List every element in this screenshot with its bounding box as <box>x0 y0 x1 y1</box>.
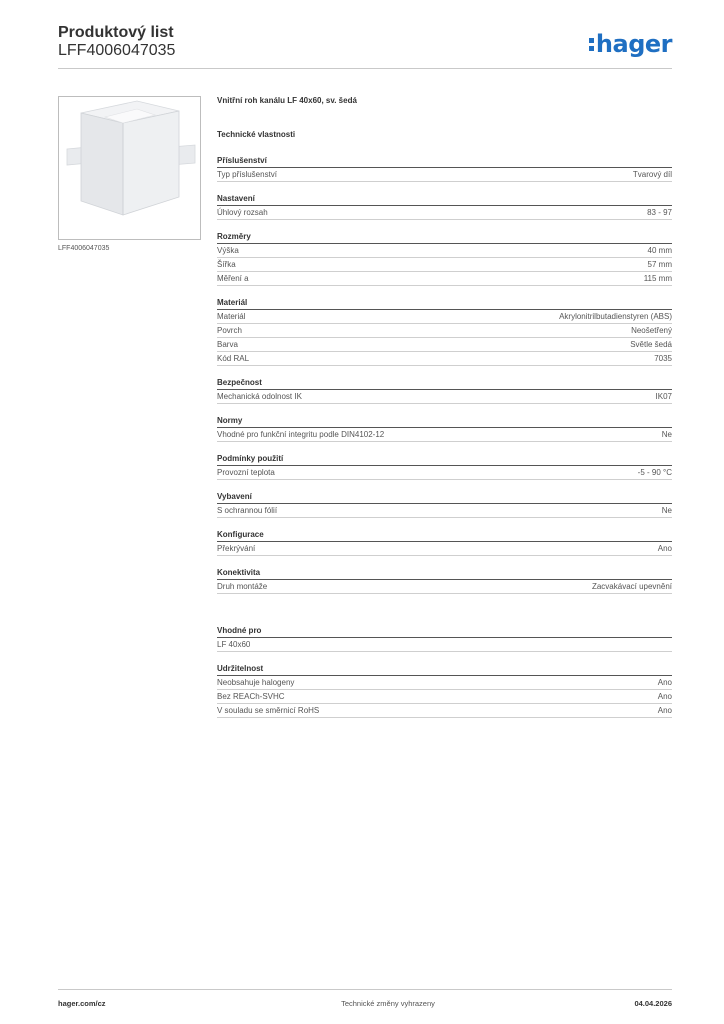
property-row <box>217 390 672 404</box>
property-section <box>217 155 672 182</box>
property-value: 7035 <box>654 354 672 363</box>
property-row <box>217 504 672 518</box>
property-row <box>217 168 672 182</box>
property-label: LF 40x60 <box>217 640 251 649</box>
property-row <box>217 324 672 338</box>
property-row <box>217 258 672 272</box>
property-section <box>217 297 672 366</box>
property-row <box>217 272 672 286</box>
property-section <box>217 529 672 556</box>
property-value: -5 - 90 °C <box>637 468 672 477</box>
property-row <box>217 542 672 556</box>
property-row <box>217 690 672 704</box>
property-value: Zacvakávací upevnění <box>591 582 672 591</box>
section-title: Rozměry <box>217 231 672 244</box>
section-title: Normy <box>217 415 672 428</box>
property-value: Ano <box>657 678 672 687</box>
product-image <box>58 96 201 240</box>
document-date: 04.04.2026 <box>634 999 672 1008</box>
property-row <box>217 428 672 442</box>
property-value: Ne <box>661 430 672 439</box>
property-label: V souladu se směrnicí RoHS <box>217 706 320 715</box>
property-value: 57 mm <box>647 260 672 269</box>
property-value: Ano <box>657 544 672 553</box>
property-label: Neobsahuje halogeny <box>217 678 295 687</box>
property-label: Úhlový rozsah <box>217 208 268 217</box>
section-title: Podmínky použití <box>217 453 672 466</box>
property-label: Mechanická odolnost IK <box>217 392 302 401</box>
footer-divider <box>58 989 672 990</box>
property-value: Ano <box>657 706 672 715</box>
property-value: 40 mm <box>647 246 672 255</box>
property-section <box>217 193 672 220</box>
property-section <box>217 491 672 518</box>
website-link[interactable]: hager.com/cz <box>58 999 106 1008</box>
property-section <box>217 415 672 442</box>
logo-text: hager <box>595 30 672 58</box>
property-label: Výška <box>217 246 239 255</box>
property-label: Šířka <box>217 260 236 269</box>
property-row <box>217 704 672 718</box>
property-row <box>217 338 672 352</box>
section-title: Vybavení <box>217 491 672 504</box>
property-label: Typ příslušenství <box>217 170 278 179</box>
section-title: Konfigurace <box>217 529 672 542</box>
property-value: Ano <box>657 692 672 701</box>
product-details <box>217 96 672 729</box>
property-section <box>217 663 672 718</box>
product-name: Vnitřní roh kanálu LF 40x60, sv. šedá <box>217 96 357 105</box>
property-section <box>217 377 672 404</box>
property-value: Tvarový díl <box>632 170 672 179</box>
property-section <box>217 567 672 594</box>
section-title: Bezpečnost <box>217 377 672 390</box>
product-code: LFF4006047035 <box>58 42 176 59</box>
property-row <box>217 638 672 652</box>
property-value: Akrylonitrilbutadienstyren (ABS) <box>559 312 672 321</box>
property-label: Materiál <box>217 312 246 321</box>
property-label: S ochrannou fólií <box>217 506 278 515</box>
section-title: Konektivita <box>217 567 672 580</box>
property-label: Překrývání <box>217 544 256 553</box>
property-row <box>217 244 672 258</box>
property-row <box>217 676 672 690</box>
property-label: Bez REACh-SVHC <box>217 692 285 701</box>
footer-note: Technické změny vyhrazeny <box>341 999 435 1008</box>
page-header <box>58 24 672 68</box>
property-label: Povrch <box>217 326 242 335</box>
compatibility-list <box>217 625 672 718</box>
image-caption: LFF4006047035 <box>58 245 110 252</box>
section-title: Příslušenství <box>217 155 672 168</box>
property-section <box>217 625 672 652</box>
section-title: Nastavení <box>217 193 672 206</box>
property-value: Ne <box>661 506 672 515</box>
inner-corner-illustration <box>59 97 200 239</box>
section-title: Vhodné pro <box>217 625 672 638</box>
section-title: Materiál <box>217 297 672 310</box>
property-section <box>217 231 672 286</box>
property-value: Neošetřený <box>631 326 672 335</box>
property-section <box>217 453 672 480</box>
property-label: Kód RAL <box>217 354 250 363</box>
technical-properties-heading: Technické vlastnosti <box>217 130 296 139</box>
header-divider <box>58 68 672 69</box>
property-label: Měření a <box>217 274 249 283</box>
property-row <box>217 352 672 366</box>
hager-logo <box>589 30 672 58</box>
property-label: Vhodné pro funkční integritu podle DIN4102-12 <box>217 430 385 439</box>
property-value: 115 mm <box>643 274 672 283</box>
property-value: IK07 <box>655 392 672 401</box>
property-row <box>217 310 672 324</box>
logo-dots-icon <box>589 38 594 52</box>
property-row <box>217 466 672 480</box>
property-value: 83 - 97 <box>647 208 672 217</box>
property-label: Provozní teplota <box>217 468 275 477</box>
section-title: Udržitelnost <box>217 663 672 676</box>
property-value: Světle šedá <box>630 340 672 349</box>
property-label: Barva <box>217 340 238 349</box>
document-title: Produktový list <box>58 24 174 41</box>
property-row <box>217 206 672 220</box>
spacer <box>217 605 672 625</box>
properties-list <box>217 155 672 594</box>
property-label: Druh montáže <box>217 582 268 591</box>
property-row <box>217 580 672 594</box>
